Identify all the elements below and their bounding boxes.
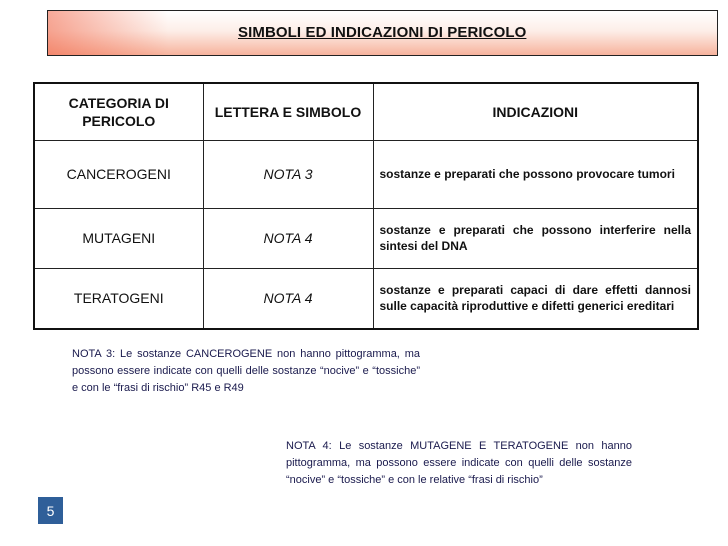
category-cell: TERATOGENI bbox=[34, 268, 203, 329]
header-letter: LETTERA E SIMBOLO bbox=[203, 83, 373, 140]
indication-cell: sostanze e preparati che possono provocare tumori bbox=[373, 140, 698, 208]
table-row bbox=[34, 140, 698, 208]
hazard-table bbox=[33, 82, 699, 330]
note-cell: NOTA 4 bbox=[203, 268, 373, 329]
note-cell: NOTA 4 bbox=[203, 208, 373, 268]
category-cell: MUTAGENI bbox=[34, 208, 203, 268]
page-number-badge: 5 bbox=[38, 497, 63, 524]
header-indications: INDICAZIONI bbox=[373, 83, 698, 140]
table-row bbox=[34, 268, 698, 329]
page-title: SIMBOLI ED INDICAZIONI DI PERICOLO bbox=[238, 24, 527, 41]
indication-cell: sostanze e preparati capaci di dare effetti dannosi sulle capacità riproduttive e difetti generici ereditari bbox=[373, 268, 698, 329]
note-cell: NOTA 3 bbox=[203, 140, 373, 208]
title-bar bbox=[47, 10, 718, 56]
note-4-text: NOTA 4: Le sostanze MUTAGENE E TERATOGENE non hanno pittogramma, ma possono essere indicate con quelli delle sostanze “nocive” e “tossiche” e con le relative “frasi di rischio” bbox=[286, 440, 632, 486]
table-row bbox=[34, 208, 698, 268]
category-cell: CANCEROGENI bbox=[34, 140, 203, 208]
header-category: CATEGORIA DI PERICOLO bbox=[34, 83, 203, 140]
indication-cell: sostanze e preparati che possono interferire nella sintesi del DNA bbox=[373, 208, 698, 268]
table-header-row bbox=[34, 83, 698, 140]
note-3-text: NOTA 3: Le sostanze CANCEROGENE non hanno pittogramma, ma possono essere indicate con quelli delle sostanze “nocive” e “tossiche” e con le “frasi di rischio” R45 e R49 bbox=[72, 348, 420, 394]
